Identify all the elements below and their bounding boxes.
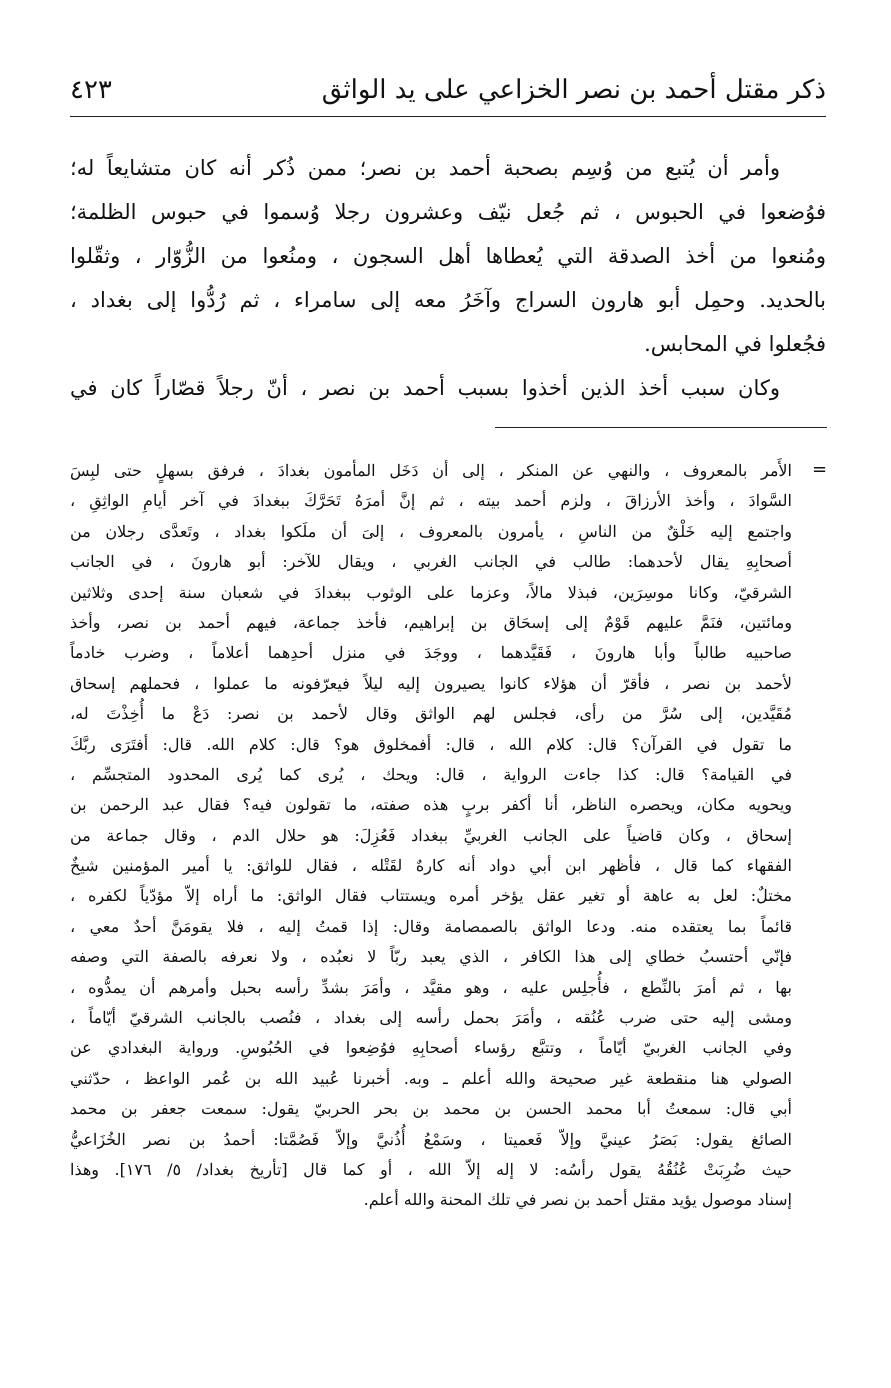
footnote-line: الشرقيّ، وكانا موسِرَين، فبذلا مالاً، وعزما على الوثوب ببغدادَ في شعبان سنة إحدى وثلاثين — [70, 582, 792, 602]
footnote-line: قائماً بما يعتقده منه. ودعا الواثق بالصمصامة وقال: إذا قمتُ إليه ، فلا يقومَنَّ أحدٌ معي ، — [70, 916, 792, 936]
main-text-line: فجُعلوا في المحابس. — [644, 332, 826, 356]
footnote-line: واجتمع إليه خَلْقٌ من الناسِ ، يأمرون بالمعروف ، إلىَ أن ملَكوا بغداد ، وتَعدَّى رجلان من — [70, 521, 792, 541]
footnote-line: الفقهاء كما قال ، فأظهر ابن أبي دواد أنه كارهٌ لقَتْله ، فقال للواثق: يا أمير المؤمنين شيخٌ — [70, 856, 792, 876]
footnote-line: ومائتين، فنَمَّ عليهم قَوْمٌ إلى إسحَاق بن إبراهيم، فأخذ جماعة، فيهم أحمد بن نصر، وأخذ — [70, 612, 792, 632]
main-text-line: بالحديد. وحمِل أبو هارون السراج وآخَرُ معه إلى سامراء ، ثم رُدُّوا إلى بغداد ، — [70, 288, 826, 312]
main-text-line: وأمر أن يُتبع من وُسِم بصحبة أحمد بن نصر؛ ممن ذُكر أنه كان متشايعاً له؛ — [70, 156, 780, 180]
footnote-line: صاحبيه طالباً وأبا هارونَ ، فَقَيَّدهما ، ووجَدَ في منزل أحدِهما أعلاماً ، وضرب خادماً — [70, 643, 792, 663]
main-text-line: فوُضعوا في الحبوس ، ثم جُعل نيّف وعشرون رجلا وُسموا في حبوس الظلمة؛ — [70, 200, 826, 224]
page-header — [70, 66, 826, 117]
footnote-line: أبي قال: سمعتُ أبا محمد الحسن بن محمد بن بحر الحربيّ يقول: سمعت جعفر بن محمد — [70, 1099, 792, 1119]
footnote-text — [70, 456, 792, 1216]
footnote-line: السَّوادَ ، وأخذ الأرزاقَ ، ولزم أحمد بيته ، ثم إنَّ أمرَهُ تَحَرَّكَ ببغدادَ في آخر أيامِ الواثِقِ ، — [70, 491, 792, 511]
footnote-line: إسحاق ، وكان قاضياً على الجانب الغربيِّ ببغداد فَعُزِلَ: هو حلال الدم ، وقال جماعة من — [70, 825, 792, 845]
footnote-line: الأَمر بالمعروف ، والنهي عن المنكر ، إلى أن دَخَل المأمون بغدادَ ، فرفق بسهلٍ حتى لبِسَ — [70, 461, 792, 480]
footnote-line: الصولي هنا منقطعة غير صحيحة والله أعلم ـ وبه. أخبرنا عُبيد الله بن عُمر الواعظ ، حدّثني — [70, 1068, 792, 1088]
footnote-line: ومشى إليه حتى ضرب عُنُقه ، وأمَرَ بحمل رأسه إلى بغداد ، فنُصب بالجانب الشرقيّ أيّاماً ، — [70, 1008, 792, 1028]
footnote-line: بها ، ثم أمرَ بالنِّطع ، فأُجلِس عليه ، وهو مقيَّد ، وأمَرَ بشدِّ رأسه بحبل وأمرهم أن يمدُّوه ، — [70, 977, 792, 997]
footnote-line: حيث ضُرِبَتْ عُنُقُهُ يقول رأسُه: لا إله إلاّ الله ، أو كما قال [تأريخ بغداد/ ٥/ ١٧٦]. وهذا — [70, 1159, 793, 1179]
footnote-line: في القيامة؟ قال: كذا جاءت الرواية ، قال: ويحك ، يُرى كما يُرى المحدود المتجسِّم ، — [70, 764, 792, 784]
footnote-line: مُقَيَّدين، إلى سُرَّ من رأى، فجلس لهم الواثق وقال لأحمد بن نصر: دَعْ ما أُخِذْتَ له، — [70, 704, 793, 724]
main-text — [70, 146, 826, 410]
footnote-line: ويحويه مكان، ويحصره الناظر، أنا أكفر بربٍ هذه صفته، ما تقولون فيه؟ فقال عبد الرحمن بن — [70, 795, 792, 815]
footnote-separator — [495, 427, 827, 428]
footnote-line: إسناد موصول يؤيد مقتل أحمد بن نصر في تلك المحنة والله أعلم. — [363, 1190, 792, 1210]
footnote-line: وفي الجانب الغربيّ أيّاماً ، وتتبَّع رؤساء أصحابِهِ فوُضِعوا في الحُبُوسِ. ورواية البغدادي عن — [70, 1038, 792, 1058]
footnote-line: الصائغ يقول: بَصَرُ عينيَّ وإلاّ فَعميتا ، وسَمْعُ أُذُنيَّ وإلاّ فَصُمَّتا: أحمدُ بن نصر الخُزَاعيُّ — [70, 1129, 792, 1149]
footnote-line: أصحابِهِ يقال لأحدهما: طالب في الجانب الغربي ، ويقال للآخر: أبو هارونَ ، في الجانب — [70, 552, 792, 572]
main-text-line: وكان سبب أخذ الذين أخذوا بسبب أحمد بن نصر ، أنّ رجلاً قصّاراً كان في — [70, 376, 780, 400]
page-number: ٤٢٣ — [70, 75, 112, 105]
main-text-line: ومُنعوا من أخذ الصدقة التي يُعطاها أهل السجون ، ومنُعوا من الزُّوّار ، وثقّلوا — [70, 244, 826, 268]
footnote-line: فإنّي أحتسبُ خطاي إلى هذا الكافر ، الذي يعبد ربّاً لا نعبُده ، ولا نعرفه بالصفة التي وصفه — [70, 947, 792, 967]
running-title: ذكر مقتل أحمد بن نصر الخزاعي على يد الواثق — [321, 75, 826, 105]
footnote-line: لأحمد بن نصر ، فأقرّ أن هؤلاء كانوا يصيرون إليه ليلاً فيعرّفونه ما عملوا ، فحملهم إسحاق — [70, 673, 792, 693]
footnote-line: ما تقول في القرآن؟ قال: كلام الله ، قال: أفمخلوق هو؟ قال: كلام الله. قال: أفتَرَى ربَّكَ — [70, 734, 792, 754]
footnote-continuation-mark: = — [812, 459, 828, 480]
footnote-line: مختلٌ: لعل به عاهة أو تغير عقل يؤخر أمره ويستتاب فقال الواثق: ما أراه إلاّ مؤدّياً لكفره ، — [70, 886, 792, 906]
